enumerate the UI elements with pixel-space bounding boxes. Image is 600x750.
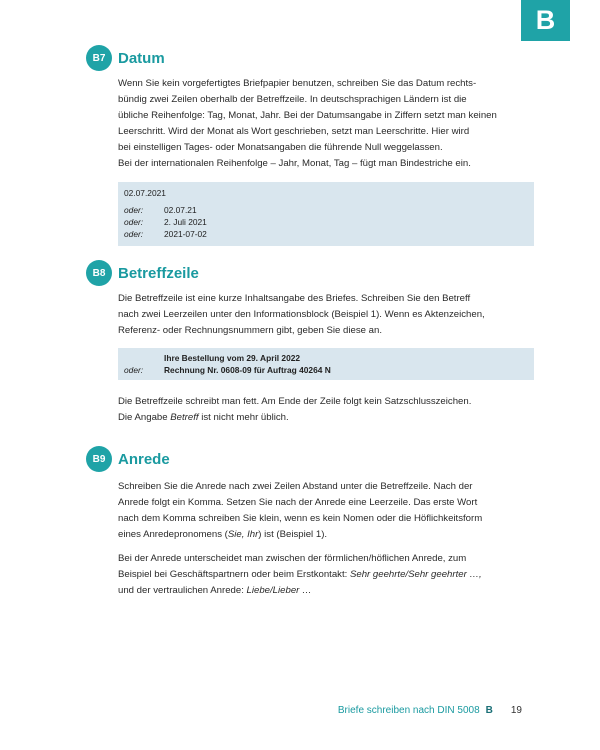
example-row: oder: 2. Juli 2021 <box>124 217 207 227</box>
example-row: Ihre Bestellung vom 29. April 2022 <box>164 353 301 363</box>
example-box <box>118 348 534 380</box>
section-body <box>118 291 526 339</box>
section-body-after <box>118 394 526 426</box>
text-line: bündig zwei Zeilen oberhalb der Betreffzeile. In deutschsprachigen Ländern ist die <box>118 94 467 105</box>
text-line: eines Anredepronomens (Sie, Ihr) ist (Beispiel 1). <box>118 529 328 540</box>
page-number: 19 <box>510 705 522 716</box>
page-footer <box>338 705 522 716</box>
text-line: Die Angabe Betreff ist nicht mehr üblich. <box>118 412 289 423</box>
text-line: Wenn Sie kein vorgefertigtes Briefpapier benutzen, schreiben Sie das Datum rechts- <box>118 78 477 89</box>
text-line: Schreiben Sie die Anrede nach zwei Zeilen Abstand unter die Betreffzeile. Nach der <box>118 481 473 492</box>
chapter-tab <box>521 0 570 41</box>
text-line: übliche Reihenfolge: Tag, Monat, Jahr. Bei der Datumsangabe in Ziffern setzt man keinen <box>118 110 497 121</box>
chapter-tab-letter: B <box>535 5 556 35</box>
example-box <box>118 182 534 246</box>
text-line: Die Betreffzeile ist eine kurze Inhaltsangabe des Briefes. Schreiben Sie den Betreff <box>118 293 471 304</box>
example-first: 02.07.2021 <box>124 188 166 198</box>
section-b9 <box>86 445 526 599</box>
section-badge: B8 <box>86 260 112 286</box>
example-row: oder: Rechnung Nr. 0608-09 für Auftrag 40264 N <box>124 365 331 375</box>
section-badge: B9 <box>86 446 112 472</box>
footer-text: Briefe schreiben nach DIN 5008 <box>337 705 480 716</box>
text-line: bei einstelligen Tages- oder Monatsangaben die führende Null weggelassen. <box>118 142 443 153</box>
section-title: Datum <box>118 49 165 67</box>
text-line: Bei der Anrede unterscheidet man zwischen der förmlichen/höflichen Anrede, zum <box>118 553 467 564</box>
text-line: Beispiel bei Geschäftspartnern oder beim Erstkontakt: Sehr geehrte/Sehr geehrter …, <box>118 569 482 580</box>
text-line: Die Betreffzeile schreibt man fett. Am Ende der Zeile folgt kein Satzschlusszeichen. <box>118 396 472 407</box>
text-line: nach dem Komma schreiben Sie klein, wenn es kein Nomen oder die Höflichkeitsform <box>118 513 483 524</box>
footer-letter: B <box>485 705 493 716</box>
section-body <box>118 76 526 172</box>
section-b7 <box>86 44 526 246</box>
section-badge: B7 <box>86 45 112 71</box>
text-line: nach zwei Leerzeilen unter den Informationsblock (Beispiel 1). Wenn es Aktenzeichen, <box>118 309 485 320</box>
example-row: oder: 02.07.21 <box>124 205 197 215</box>
text-line: und der vertraulichen Anrede: Liebe/Lieber … <box>118 585 312 596</box>
section-b8 <box>86 259 526 426</box>
text-line: Leerschritt. Wird der Monat als Wort geschrieben, setzt man Leerschritte. Hier wird <box>118 126 470 137</box>
section-body-2 <box>118 551 526 599</box>
text-line: Referenz- oder Rechnungsnummern gibt, geben Sie diese an. <box>118 325 382 336</box>
section-title: Anrede <box>118 450 170 468</box>
section-body <box>118 479 526 543</box>
example-row: oder: 2021-07-02 <box>124 229 207 239</box>
section-title: Betreffzeile <box>118 264 199 282</box>
text-line: Bei der internationalen Reihenfolge – Jahr, Monat, Tag – fügt man Bindestriche ein. <box>118 158 471 169</box>
text-line: Anrede folgt ein Komma. Setzen Sie nach der Anrede eine Leerzeile. Das erste Wort <box>118 497 478 508</box>
